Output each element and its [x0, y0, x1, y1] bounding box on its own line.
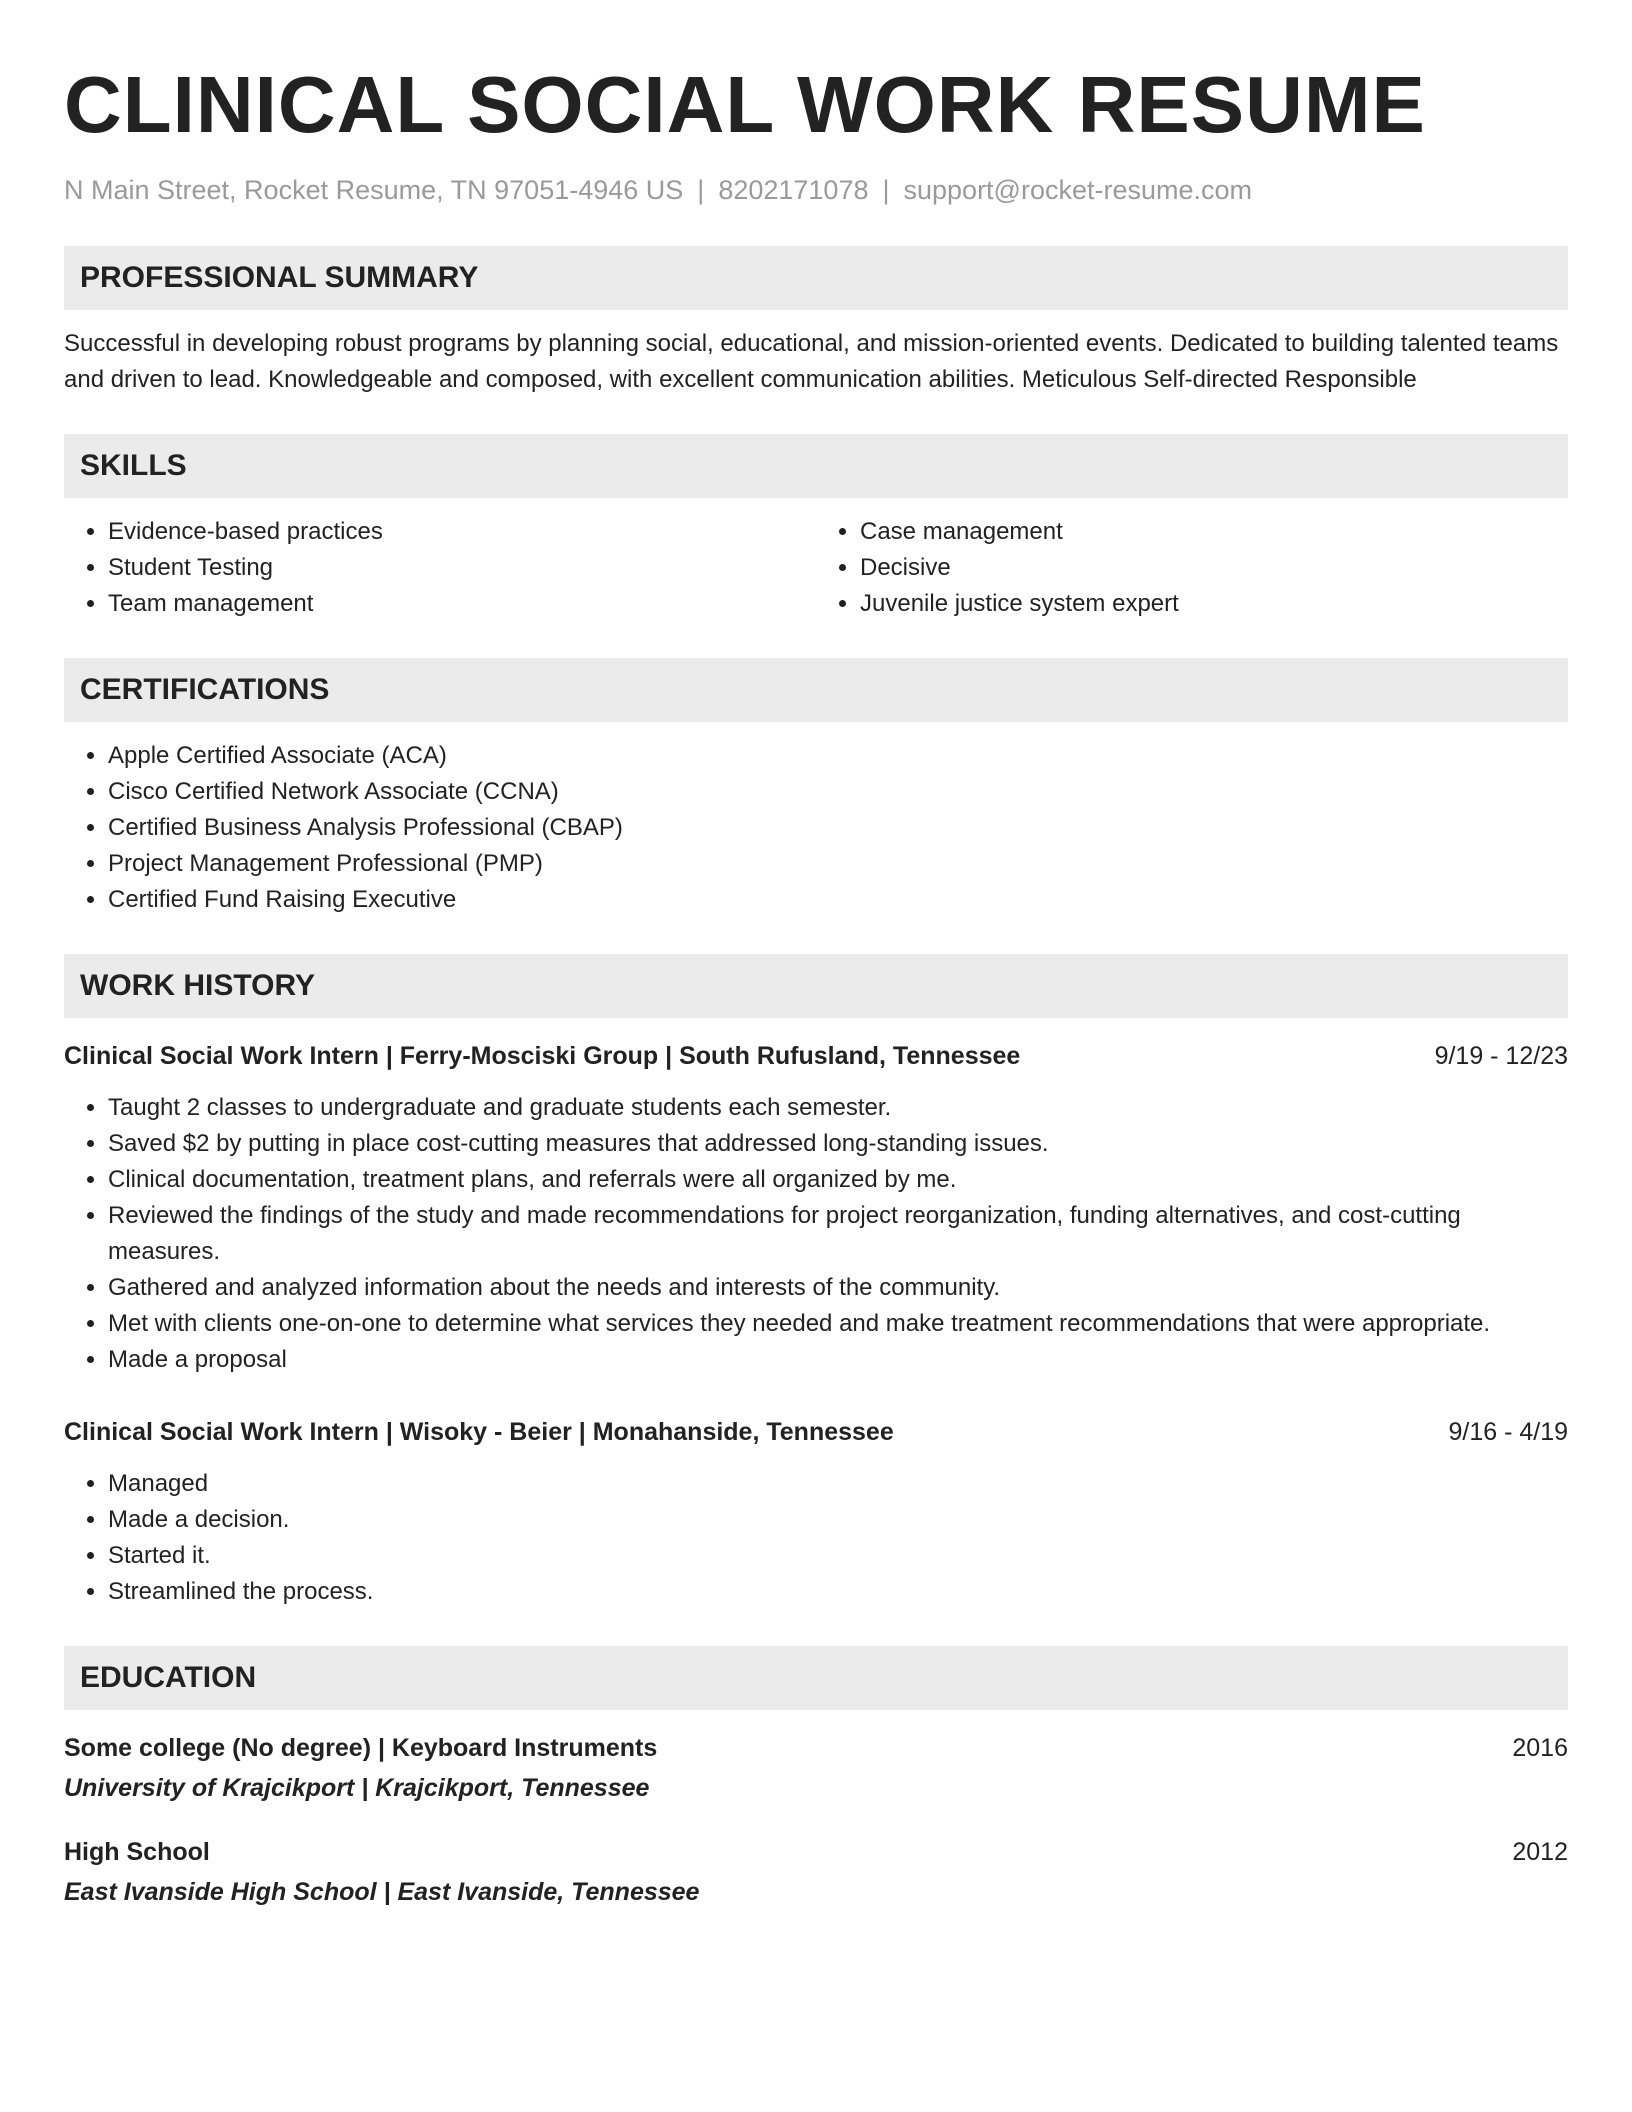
list-item: • Saved $2 by putting in place cost-cutting measures that addressed long-standing issues. — [108, 1126, 1568, 1162]
list-item: • Evidence-based practices — [108, 514, 816, 550]
skills-list-right — [816, 514, 1568, 622]
education-year: 2016 — [1512, 1734, 1568, 1762]
section-header-work-history: WORK HISTORY — [64, 954, 1568, 1018]
list-item: • Student Testing — [108, 550, 816, 586]
job-title: Clinical Social Work Intern | Wisoky - Beier | Monahanside, Tennessee — [64, 1418, 894, 1446]
list-item: • Apple Certified Associate (ACA) — [108, 738, 1568, 774]
list-item: • Clinical documentation, treatment plans, and referrals were all organized by me. — [108, 1162, 1568, 1198]
list-item: • Decisive — [860, 550, 1568, 586]
list-item: • Met with clients one-on-one to determine what services they needed and make treatment recommendations that were appropriate. — [108, 1306, 1568, 1342]
education-school: East Ivanside High School | East Ivanside, Tennessee — [64, 1878, 700, 1906]
education-degree: Some college (No degree) | Keyboard Instruments — [64, 1734, 658, 1762]
job-entry — [64, 1414, 1568, 1610]
job-entry — [64, 1038, 1568, 1378]
list-item: • Juvenile justice system expert — [860, 586, 1568, 622]
list-item: • Started it. — [108, 1538, 1568, 1574]
list-item: • Gathered and analyzed information about the needs and interests of the community. — [108, 1270, 1568, 1306]
list-item: • Case management — [860, 514, 1568, 550]
skills-columns — [64, 514, 1568, 622]
list-item: • Team management — [108, 586, 816, 622]
education-header — [64, 1834, 1568, 1870]
summary-text: Successful in developing robust programs by planning social, educational, and mission-oriented events. Dedicated to building talented teams and driven to lead. Knowledgeable and composed, with excellent communication abilities. Meticulous Self-directed Responsible — [64, 330, 1559, 393]
list-item: • Certified Fund Raising Executive — [108, 882, 1568, 918]
list-item: • Made a decision. — [108, 1502, 1568, 1538]
skills-list-left — [64, 514, 816, 622]
job-bullets — [64, 1090, 1568, 1378]
list-item: • Project Management Professional (PMP) — [108, 846, 1568, 882]
contact-line — [64, 170, 1568, 210]
section-header-certifications: CERTIFICATIONS — [64, 658, 1568, 722]
list-item: • Made a proposal — [108, 1342, 1568, 1378]
section-header-summary: PROFESSIONAL SUMMARY — [64, 246, 1568, 310]
email: support@rocket-resume.com — [903, 175, 1253, 205]
skills-section — [64, 434, 1568, 622]
job-header — [64, 1038, 1568, 1074]
job-dates: 9/19 - 12/23 — [1434, 1042, 1568, 1070]
phone: 8202171078 — [718, 175, 869, 205]
education-section — [64, 1646, 1568, 1910]
certifications-section — [64, 658, 1568, 918]
list-item: • Reviewed the findings of the study and made recommendations for project reorganization, funding alternatives, and cost-cutting measures. — [108, 1198, 1568, 1270]
list-item: • Cisco Certified Network Associate (CCNA) — [108, 774, 1568, 810]
job-title: Clinical Social Work Intern | Ferry-Mosciski Group | South Rufusland, Tennessee — [64, 1042, 1021, 1070]
section-header-skills: SKILLS — [64, 434, 1568, 498]
job-dates: 9/16 - 4/19 — [1448, 1418, 1568, 1446]
education-school: University of Krajcikport | Krajcikport, Tennessee — [64, 1774, 650, 1802]
education-entry — [64, 1730, 1568, 1806]
section-header-education: EDUCATION — [64, 1646, 1568, 1710]
summary-section — [64, 246, 1568, 398]
list-item: • Streamlined the process. — [108, 1574, 1568, 1610]
job-bullets — [64, 1466, 1568, 1610]
resume-title: CLINICAL SOCIAL WORK RESUME — [64, 60, 1426, 149]
certifications-list — [64, 738, 1568, 918]
separator: | — [882, 175, 890, 205]
education-entry — [64, 1834, 1568, 1910]
list-item: • Managed — [108, 1466, 1568, 1502]
education-degree: High School — [64, 1838, 210, 1866]
separator: | — [697, 175, 705, 205]
education-year: 2012 — [1512, 1838, 1568, 1866]
work-history-section — [64, 954, 1568, 1610]
list-item: • Taught 2 classes to undergraduate and graduate students each semester. — [108, 1090, 1568, 1126]
address: N Main Street, Rocket Resume, TN 97051-4946 US — [64, 175, 684, 205]
job-header — [64, 1414, 1568, 1450]
list-item: • Certified Business Analysis Professional (CBAP) — [108, 810, 1568, 846]
education-header — [64, 1730, 1568, 1766]
